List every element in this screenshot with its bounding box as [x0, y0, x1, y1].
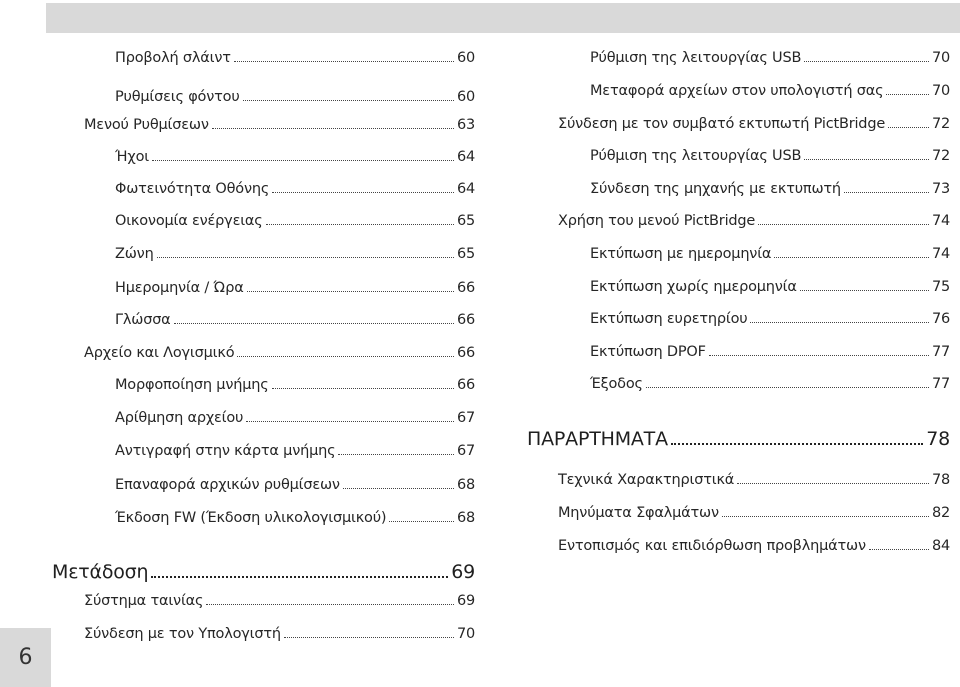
toc-entry[interactable]: [84, 626, 475, 642]
toc-entry-page: 74: [931, 213, 950, 229]
toc-entry-page: 69: [456, 593, 475, 609]
dot-leader: [266, 224, 454, 225]
toc-entry-page: 75: [931, 279, 950, 295]
toc-entry-label: Μηνύματα Σφαλμάτων: [558, 505, 719, 521]
toc-entry[interactable]: [590, 148, 950, 164]
toc-entry-label: Μετάδοση: [52, 561, 149, 583]
dot-leader: [246, 421, 454, 422]
dot-leader: [247, 291, 454, 292]
toc-entry[interactable]: [115, 377, 475, 393]
toc-entry-label: Ρυθμίσεις φόντου: [115, 89, 240, 105]
toc-entry[interactable]: [115, 280, 475, 296]
toc-entry[interactable]: [115, 410, 475, 426]
toc-entry-label: Μορφοποίηση μνήμης: [115, 377, 269, 393]
toc-entry-label: Μεταφορά αρχείων στον υπολογιστή σας: [590, 83, 884, 99]
dot-leader: [206, 604, 454, 605]
toc-entry-page: 66: [456, 312, 475, 328]
toc-entry-page: 84: [931, 538, 950, 554]
toc-entry-label: Εκτύπωση ευρετηρίου: [590, 311, 748, 327]
dot-leader: [886, 94, 929, 95]
toc-entry-page: 67: [456, 443, 475, 459]
dot-leader: [343, 488, 454, 489]
dot-leader: [284, 637, 454, 638]
toc-entry[interactable]: [115, 89, 475, 105]
toc-entry-page: 77: [931, 344, 950, 360]
toc-entry-page: 69: [451, 561, 475, 583]
toc-entry-label: Αρχείο και Λογισμικό: [84, 345, 235, 361]
toc-entry[interactable]: [590, 181, 950, 197]
toc-entry-page: 65: [456, 246, 475, 262]
toc-entry[interactable]: [84, 593, 475, 609]
toc-entry-label: ΠΑΡΑΡΤΗΜΑΤΑ: [527, 428, 668, 450]
dot-leader: [174, 323, 454, 324]
toc-entry-page: 78: [926, 428, 950, 450]
toc-entry[interactable]: [590, 246, 950, 262]
header-bar: [46, 3, 960, 33]
toc-entry-page: 70: [456, 626, 475, 642]
toc-entry-page: 66: [456, 280, 475, 296]
dot-leader: [237, 356, 454, 357]
dot-leader: [774, 257, 929, 258]
toc-entry-label: Έξοδος: [590, 376, 643, 392]
toc-entry-page: 82: [931, 505, 950, 521]
toc-entry[interactable]: [115, 510, 475, 526]
dot-leader: [234, 61, 454, 62]
toc-entry[interactable]: [558, 116, 950, 132]
toc-entry[interactable]: [115, 312, 475, 328]
dot-leader: [750, 322, 928, 323]
dot-leader: [844, 192, 929, 193]
dot-leader: [758, 224, 929, 225]
toc-entry[interactable]: [590, 376, 950, 392]
dot-leader: [272, 388, 454, 389]
toc-entry[interactable]: [84, 345, 475, 361]
toc-entry[interactable]: [115, 181, 475, 197]
toc-entry-label: Τεχνικά Χαρακτηριστικά: [558, 472, 735, 488]
toc-entry-page: 76: [931, 311, 950, 327]
toc-entry-page: 72: [931, 148, 950, 164]
toc-entry-page: 78: [931, 472, 950, 488]
dot-leader: [722, 516, 929, 517]
toc-entry[interactable]: [115, 443, 475, 459]
toc-entry[interactable]: [115, 213, 475, 229]
toc-entry-label: Προβολή σλάιντ: [115, 50, 231, 66]
page-number-tab: [0, 628, 51, 687]
toc-entry-label: Εκτύπωση χωρίς ημερομηνία: [590, 279, 797, 295]
toc-entry-page: 63: [456, 117, 475, 133]
toc-entry[interactable]: [84, 117, 475, 133]
dot-leader: [212, 128, 454, 129]
dot-leader: [800, 290, 929, 291]
dot-leader: [389, 521, 454, 522]
toc-entry-label: Εντοπισμός και επιδιόρθωση προβλημάτων: [558, 538, 866, 554]
toc-section-heading[interactable]: [527, 428, 950, 450]
toc-entry-label: Σύστημα ταινίας: [84, 593, 204, 609]
toc-entry-page: 66: [456, 377, 475, 393]
dot-leader: [804, 159, 929, 160]
dot-leader: [151, 576, 448, 578]
toc-entry[interactable]: [115, 246, 475, 262]
toc-entry-page: 64: [456, 149, 475, 165]
dot-leader: [272, 192, 454, 193]
toc-entry-page: 77: [931, 376, 950, 392]
toc-entry-page: 73: [931, 181, 950, 197]
toc-entry[interactable]: [590, 83, 950, 99]
toc-entry[interactable]: [558, 538, 950, 554]
toc-entry[interactable]: [590, 311, 950, 327]
dot-leader: [671, 443, 923, 445]
toc-entry-label: Επαναφορά αρχικών ρυθμίσεων: [115, 477, 340, 493]
toc-entry-page: 60: [456, 50, 475, 66]
toc-entry-page: 64: [456, 181, 475, 197]
toc-entry-label: Έκδοση FW (Έκδοση υλικολογισμικού): [115, 510, 387, 526]
toc-entry-label: Ρύθμιση της λειτουργίας USB: [590, 148, 802, 164]
toc-entry-page: 74: [931, 246, 950, 262]
toc-entry[interactable]: [558, 213, 950, 229]
toc-entry-label: Οικονομία ενέργειας: [115, 213, 263, 229]
toc-entry[interactable]: [558, 472, 950, 488]
toc-entry-label: Ρύθμιση της λειτουργίας USB: [590, 50, 802, 66]
toc-section-heading[interactable]: [52, 561, 475, 583]
dot-leader: [243, 100, 454, 101]
toc-entry[interactable]: [590, 344, 950, 360]
dot-leader: [737, 483, 929, 484]
toc-entry-label: Εκτύπωση με ημερομηνία: [590, 246, 772, 262]
toc-entry-page: 67: [456, 410, 475, 426]
toc-entry-label: Εκτύπωση DPOF: [590, 344, 706, 360]
toc-entry-page: 70: [931, 83, 950, 99]
toc-entry-label: Σύνδεση της μηχανής με εκτυπωτή: [590, 181, 841, 197]
toc-entry-page: 68: [456, 510, 475, 526]
dot-leader: [709, 355, 929, 356]
toc-entry-page: 70: [931, 50, 950, 66]
toc-entry-label: Γλώσσα: [115, 312, 171, 328]
toc-entry-label: Σύνδεση με τον Υπολογιστή: [84, 626, 281, 642]
dot-leader: [646, 387, 929, 388]
toc-entry-label: Μενού Ρυθμίσεων: [84, 117, 209, 133]
toc-entry-label: Αρίθμηση αρχείου: [115, 410, 244, 426]
page-number: 6: [18, 645, 33, 670]
toc-entry-page: 60: [456, 89, 475, 105]
toc-entry[interactable]: [558, 505, 950, 521]
toc-entry[interactable]: [115, 50, 475, 66]
toc-entry-page: 72: [931, 116, 950, 132]
toc-entry[interactable]: [590, 279, 950, 295]
toc-entry[interactable]: [590, 50, 950, 66]
dot-leader: [338, 454, 454, 455]
dot-leader: [152, 160, 454, 161]
dot-leader: [804, 61, 929, 62]
dot-leader: [869, 549, 929, 550]
toc-entry-page: 65: [456, 213, 475, 229]
toc-entry[interactable]: [115, 149, 475, 165]
toc-entry-label: Σύνδεση με τον συμβατό εκτυπωτή PictBridge: [558, 116, 886, 132]
toc-entry-label: Φωτεινότητα Οθόνης: [115, 181, 270, 197]
toc-entry-label: Ημερομηνία / Ώρα: [115, 280, 244, 296]
dot-leader: [888, 127, 929, 128]
toc-entry-page: 66: [456, 345, 475, 361]
dot-leader: [157, 257, 454, 258]
toc-entry-label: Ζώνη: [115, 246, 154, 262]
toc-entry-label: Χρήση του μενού PictBridge: [558, 213, 756, 229]
toc-entry-page: 68: [456, 477, 475, 493]
toc-entry-label: Αντιγραφή στην κάρτα μνήμης: [115, 443, 336, 459]
toc-entry-label: Ήχοι: [115, 149, 149, 165]
toc-entry[interactable]: [115, 477, 475, 493]
